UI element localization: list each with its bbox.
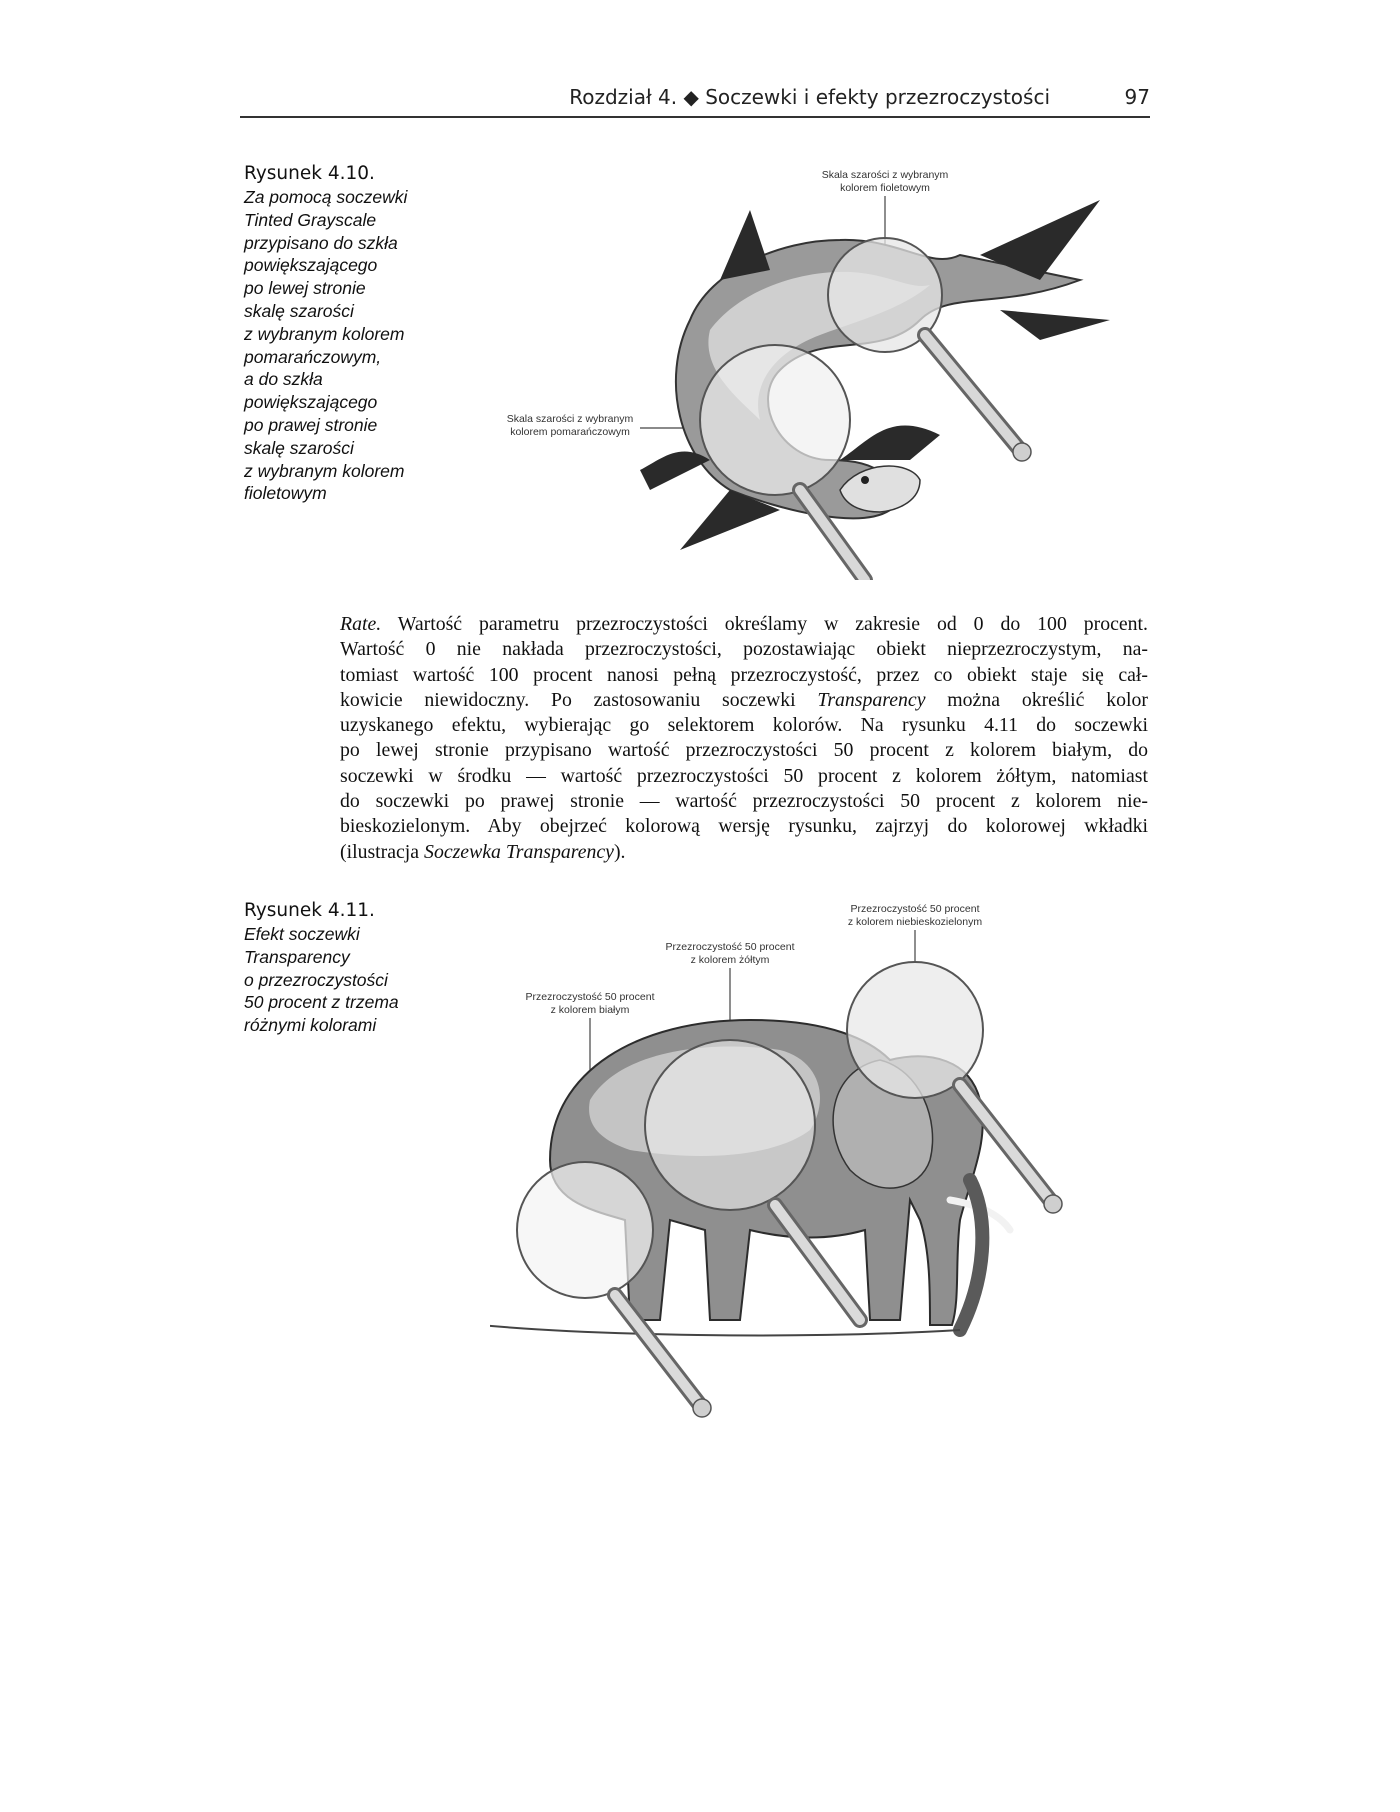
caption-line: różnymi kolorami bbox=[244, 1015, 377, 1036]
caption-line: pomarańczowym, bbox=[244, 346, 382, 367]
text-line: bieskozielonym. Aby obejrzeć kolorową wersję rysunku, zajrzyj do kolorowej wkładki bbox=[340, 815, 1148, 838]
caption-text bbox=[244, 923, 444, 1037]
caption-line: powiększającego bbox=[244, 392, 378, 413]
text-run: ). bbox=[613, 840, 626, 863]
caption-line: skalę szarości bbox=[244, 300, 354, 321]
caption-line: o przezroczystości bbox=[244, 969, 388, 990]
caption-line: 50 procent z trzema bbox=[244, 992, 399, 1013]
body-paragraph bbox=[340, 612, 1148, 865]
caption-line: po prawej stronie bbox=[244, 414, 378, 435]
text-line: po lewej stronie przypisano wartość przezroczystości 50 procent z kolorem białym, do bbox=[340, 739, 1148, 762]
text-line: Wartość 0 nie nakłada przezroczystości, pozostawiając obiekt nieprzezroczystym, na- bbox=[340, 638, 1148, 661]
caption-text bbox=[244, 186, 444, 505]
figure-caption-4-10 bbox=[244, 163, 444, 505]
caption-line: z wybranym kolorem bbox=[244, 460, 405, 481]
caption-line: Za pomocą soczewki bbox=[244, 187, 408, 207]
text-run: można określić kolor bbox=[925, 688, 1148, 711]
caption-line: Tinted Grayscale bbox=[244, 209, 377, 230]
caption-title: Rysunek 4.10. bbox=[244, 163, 375, 184]
text-run: (ilustracja bbox=[340, 840, 425, 863]
caption-line: po lewej stronie bbox=[244, 278, 366, 299]
label-white-transparency: Przezroczystość 50 procent bbox=[525, 991, 655, 1003]
term-soczewka-transparency: Soczewka Transparency bbox=[424, 840, 614, 863]
label-violet-grayscale-2: kolorem fioletowym bbox=[840, 182, 930, 194]
text-line: uzyskanego efektu, wybierając go selektorem kolorów. Na rysunku 4.11 do soczewki bbox=[340, 714, 1148, 737]
term-rate: Rate. bbox=[340, 613, 382, 635]
caption-line: skalę szarości bbox=[244, 437, 354, 458]
text-run: kowicie niewidoczny. Po zastosowaniu soczewki bbox=[340, 688, 818, 711]
caption-line: z wybranym kolorem bbox=[244, 323, 405, 344]
page-number: 97 bbox=[1124, 85, 1150, 109]
text-line bbox=[340, 840, 1148, 865]
label-yellow-transparency-2: z kolorem żółtym bbox=[690, 954, 770, 966]
caption-line: Efekt soczewki bbox=[244, 924, 360, 944]
caption-line: Transparency bbox=[244, 946, 350, 967]
term-transparency: Transparency bbox=[817, 688, 926, 711]
text-line bbox=[340, 612, 1148, 637]
label-teal-transparency: Przezroczystość 50 procent bbox=[850, 903, 980, 915]
elephant-illustration bbox=[490, 900, 1110, 1420]
text-line bbox=[340, 688, 1148, 713]
text-line: soczewki w środku — wartość przezroczystości 50 procent z kolorem żółtym, natomiast bbox=[340, 764, 1148, 787]
caption-title: Rysunek 4.11. bbox=[244, 900, 375, 921]
caption-line: a do szkła bbox=[244, 369, 323, 390]
caption-line: przypisano do szkła bbox=[244, 232, 398, 253]
chapter-title: Rozdział 4. ◆ Soczewki i efekty przezroczystości bbox=[569, 85, 1050, 109]
text-run: Wartość parametru przezroczystości określamy w zakresie od 0 do 100 procent. bbox=[381, 613, 1148, 635]
figure-caption-4-11 bbox=[244, 900, 444, 1037]
label-yellow-transparency: Przezroczystość 50 procent bbox=[665, 941, 795, 953]
label-orange-grayscale: Skala szarości z wybranym bbox=[506, 413, 634, 425]
running-header bbox=[240, 82, 1150, 118]
fish-illustration bbox=[480, 160, 1120, 580]
caption-line: fioletowym bbox=[244, 483, 327, 504]
label-white-transparency-2: z kolorem białym bbox=[550, 1004, 630, 1016]
caption-line: powiększającego bbox=[244, 255, 378, 276]
label-orange-grayscale-2: kolorem pomarańczowym bbox=[510, 426, 630, 438]
text-line: do soczewki po prawej stronie — wartość przezroczystości 50 procent z kolorem nie- bbox=[340, 790, 1148, 813]
label-teal-transparency-2: z kolorem niebieskozielonym bbox=[847, 916, 983, 928]
label-violet-grayscale: Skala szarości z wybranym bbox=[821, 169, 949, 181]
text-line: tomiast wartość 100 procent nanosi pełną przezroczystość, przez co obiekt staje się cał- bbox=[340, 663, 1148, 686]
